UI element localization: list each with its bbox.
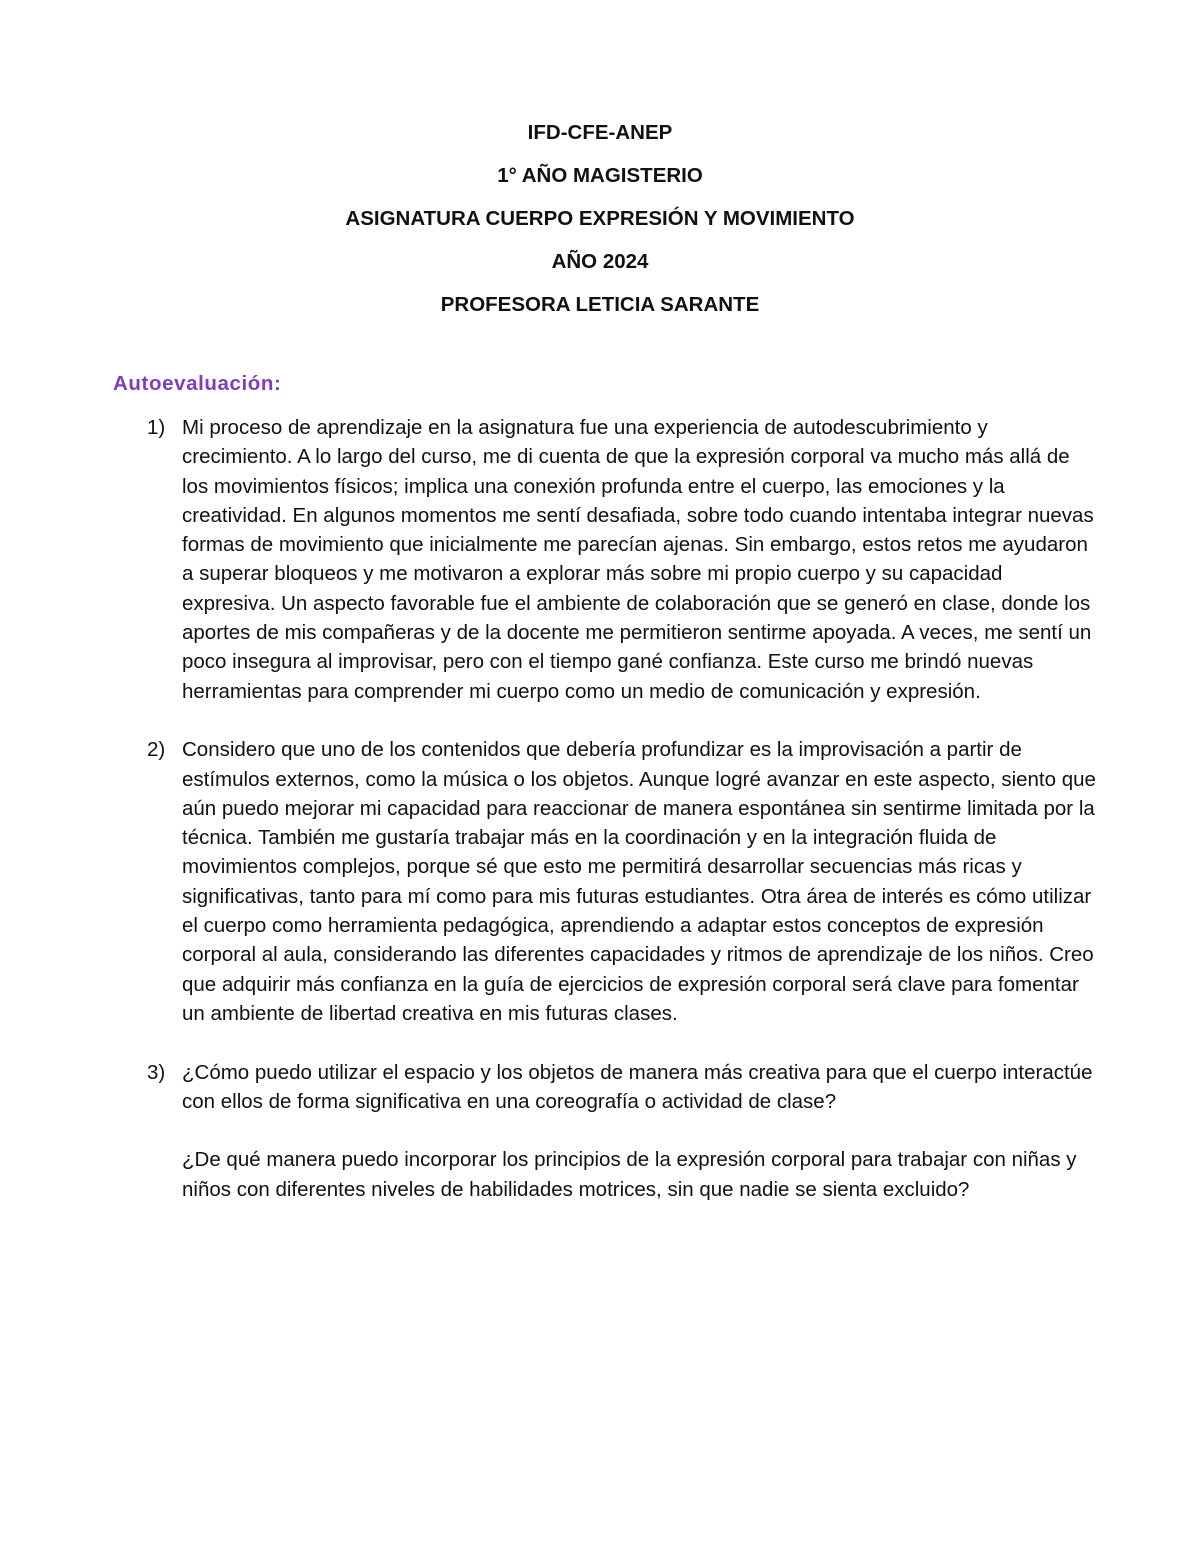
list-item: [113, 1058, 1098, 1204]
section-heading: Autoevaluación:: [113, 372, 282, 395]
list-item: [113, 735, 1098, 1028]
answers-list: [113, 413, 1098, 1204]
institution-line: IFD-CFE-ANEP: [527, 121, 673, 144]
item-paragraph: ¿Cómo puedo utilizar el espacio y los objetos de manera más creativa para que el cuerpo interactúe con ellos de forma significativa en una coreografía o actividad de clase?: [182, 1060, 1093, 1113]
subject-line: ASIGNATURA CUERPO EXPRESIÓN Y MOVIMIENTO: [345, 207, 855, 230]
year-level-line: 1° AÑO MAGISTERIO: [497, 164, 703, 187]
item-number: 1): [147, 416, 166, 439]
item-number: 2): [147, 738, 166, 762]
item-paragraph: ¿De qué manera puedo incorporar los principios de la expresión corporal para trabajar con niñas y niños con diferentes niveles de habilidades motrices, sin que nadie se sienta excluido?: [182, 1148, 1077, 1201]
academic-year-line: AÑO 2024: [551, 250, 649, 273]
item-paragraph: Considero que uno de los contenidos que debería profundizar es la improvisación a partir de estímulos externos, como la música o los objetos. Aunque logré avanzar en este aspecto, siento que aún puedo mejorar mi capacidad para reaccionar de manera espontánea sin sentirme limitada por la técnica. También me gustaría trabajar más en la coordinación y en la integración fluida de movimientos complejos, porque sé que esto me permitirá desarrollar secuencias más ricas y significativas, tanto para mí como para mis futuras estudiantes. Otra área de interés es cómo utilizar el cuerpo como herramienta pedagógica, aprendiendo a adaptar estos conceptos de expresión corporal al aula, considerando las diferentes capacidades y ritmos de aprendizaje de los niños. Creo que adquirir más confianza en la guía de ejercicios de expresión corporal será clave para fomentar un ambiente de libertad creativa en mis futuras clases.: [182, 738, 1096, 1025]
item-number: 3): [147, 1060, 166, 1084]
item-paragraph: Mi proceso de aprendizaje en la asignatura fue una experiencia de autodescubrimiento y crecimiento. A lo largo del curso, me di cuenta de que la expresión corporal va mucho más allá de los movimientos físicos; implica una conexión profunda entre el cuerpo, las emociones y la creatividad. En algunos momentos me sentí desafiada, sobre todo cuando intentaba integrar nuevas formas de movimiento que inicialmente me parecían ajenas. Sin embargo, estos retos me ayudaron a superar bloqueos y me motivaron a explorar más sobre mi propio cuerpo y su capacidad expresiva. Un aspecto favorable fue el ambiente de colaboración que se generó en clase, donde los aportes de mis compañeras y de la docente me permitieron sentirme apoyada. A veces, me sentí un poco insegura al improvisar, pero con el tiempo gané confianza. Este curso me brindó nuevas herramientas para comprender mi cuerpo como un medio de comunicación y expresión.: [182, 416, 1094, 703]
list-item: [113, 413, 1098, 706]
document-header: [0, 111, 1200, 326]
teacher-line: PROFESORA LETICIA SARANTE: [440, 293, 760, 316]
